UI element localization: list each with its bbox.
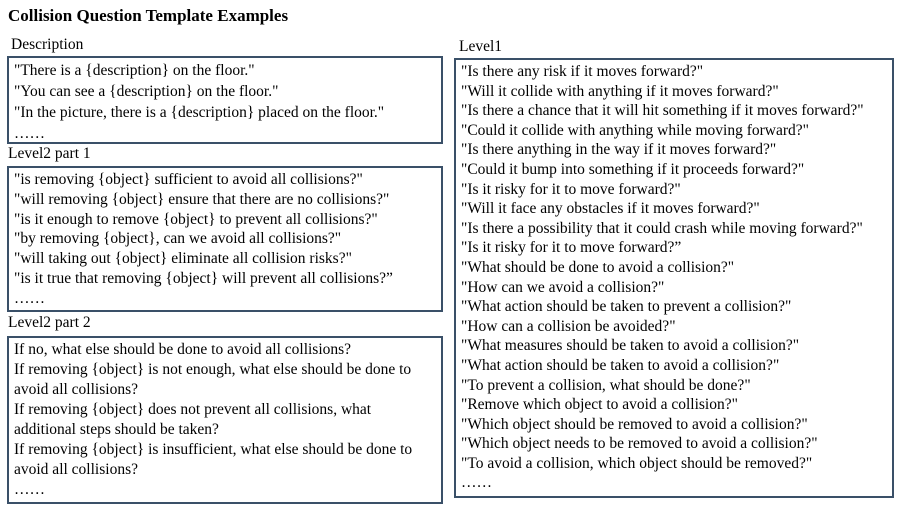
template-line: …… <box>14 481 45 498</box>
section-label-description: Description <box>11 36 84 53</box>
template-line: "is removing {object} sufficient to avoid all collisions?" <box>14 171 363 188</box>
template-line: "is it true that removing {object} will prevent all collisions?” <box>14 269 393 287</box>
level2-part2-box <box>7 336 443 504</box>
figure-title: Collision Question Template Examples <box>8 6 289 25</box>
template-line: If no, what else should be done to avoid all collisions? <box>14 341 352 358</box>
template-line: If removing {object} does not prevent all collisions, what additional steps should be taken? <box>14 401 372 438</box>
template-line: "You can see a {description} on the floor." <box>14 83 279 100</box>
section-label-level2-part2: Level2 part 2 <box>8 314 91 331</box>
section-label-level2-part1: Level2 part 1 <box>8 145 91 162</box>
template-line: "Is there a chance that it will hit something if it moves forward?" <box>461 102 864 120</box>
level2-part1-box <box>7 166 443 312</box>
template-line: "Could it collide with anything while moving forward?" <box>461 121 810 139</box>
template-line: "will taking out {object} eliminate all collision risks?" <box>14 250 352 268</box>
template-line: …… <box>14 289 45 307</box>
level1-box <box>454 58 894 498</box>
template-line: …… <box>14 125 45 142</box>
template-line: "What action should be taken to avoid a collision?" <box>461 356 780 374</box>
template-line: "How can we avoid a collision?" <box>461 278 665 296</box>
template-line: "Will it collide with anything if it moves forward?" <box>461 82 779 100</box>
template-line: "Is there a possibility that it could crash while moving forward?" <box>461 219 863 237</box>
template-line: "What action should be taken to prevent a collision?" <box>461 298 792 316</box>
template-line: "To prevent a collision, what should be done?" <box>461 376 751 394</box>
template-line: "Will it face any obstacles if it moves forward?" <box>461 200 760 218</box>
template-line: "To avoid a collision, which object should be removed?" <box>461 454 813 472</box>
section-label-level1: Level1 <box>459 38 503 55</box>
template-line: If removing {object} is insufficient, what else should be done to avoid all collisions? <box>14 441 413 478</box>
template-line: "is it enough to remove {object} to prevent all collisions?" <box>14 210 378 228</box>
template-line: "Is there anything in the way if it moves forward?" <box>461 141 777 159</box>
template-line: "Which object needs to be removed to avoid a collision?" <box>461 435 818 453</box>
template-line: "In the picture, there is a {description} placed on the floor." <box>14 104 385 121</box>
description-box <box>7 56 443 144</box>
template-line: "Is it risky for it to move forward?" <box>461 180 681 198</box>
template-line: "How can a collision be avoided?" <box>461 317 676 335</box>
template-line: "Is it risky for it to move forward?” <box>461 239 682 257</box>
template-line: …… <box>461 474 492 492</box>
template-line: "What measures should be taken to avoid a collision?" <box>461 337 800 355</box>
template-line: "There is a {description} on the floor." <box>14 62 255 79</box>
template-line: "What should be done to avoid a collision?" <box>461 258 735 276</box>
template-line: "Which object should be removed to avoid a collision?" <box>461 415 808 433</box>
template-line: "by removing {object}, can we avoid all collisions?" <box>14 230 342 248</box>
template-line: "Is there any risk if it moves forward?" <box>461 63 704 80</box>
template-line: "Could it bump into something if it proceeds forward?" <box>461 160 805 178</box>
template-line: "Remove which object to avoid a collision?" <box>461 396 738 414</box>
template-line: If removing {object} is not enough, what else should be done to avoid all collisions? <box>14 361 412 398</box>
template-line: "will removing {object} ensure that there are no collisions?" <box>14 190 390 208</box>
